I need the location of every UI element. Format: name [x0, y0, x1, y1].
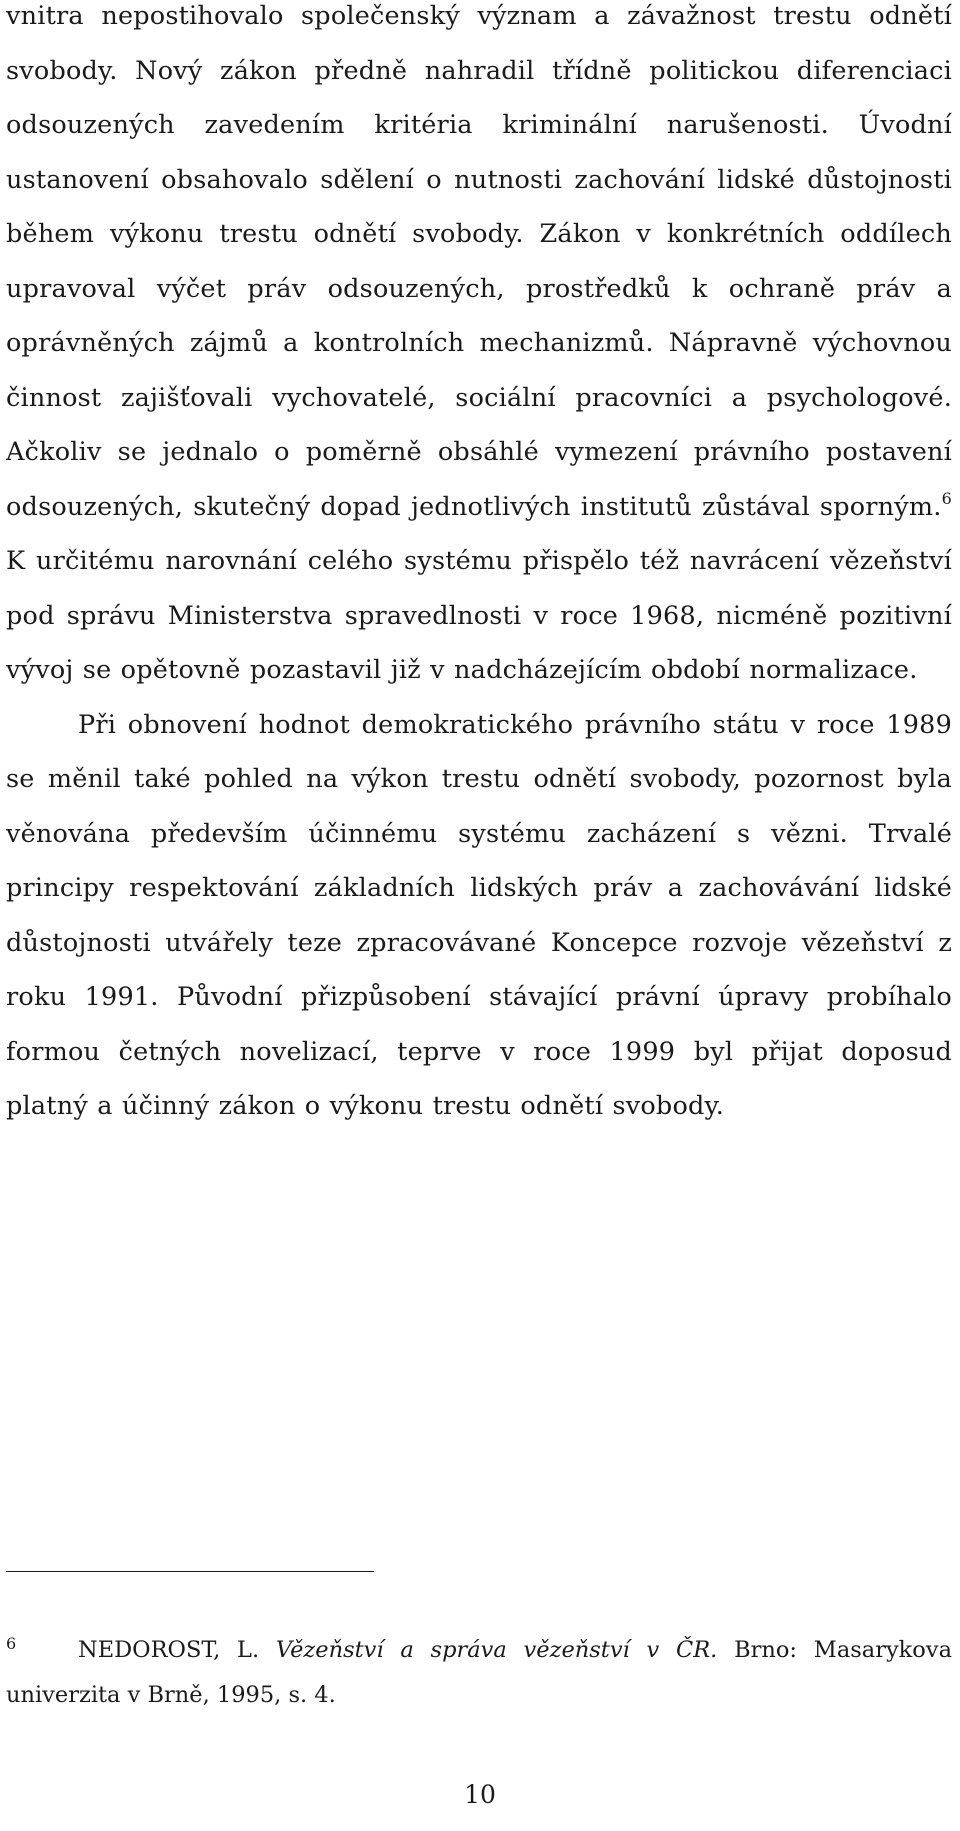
paragraph: [6, 0, 952, 698]
page-number: 10: [464, 1780, 496, 1809]
paragraph-text: K určitému narovnání celého systému přispělo též navrácení vězeňství pod správu Ministerstva spravedlnosti v roce 1968, nicméně pozitivní vývoj se opětovně pozastavil již v nadcházejícím období normalizace.: [6, 546, 952, 685]
footnote-publication: Brno: Masarykova univerzita v Brně, 1995, s. 4.: [6, 1637, 952, 1708]
footnote-author: NEDOROST, L.: [78, 1637, 276, 1663]
paragraph: [6, 698, 952, 1134]
footnote: 6 NEDOROST, L. Vězeňství a správa vězeňství v ČR. Brno: Masarykova univerzita v Brně, 1995, s. 4.: [6, 1634, 952, 1708]
footnote-separator: [6, 1571, 374, 1572]
footnote-reference: 6: [941, 488, 952, 508]
footnote-title: Vězeňství a správa vězeňství v ČR.: [275, 1637, 718, 1663]
body-text: [6, 0, 952, 1134]
paragraph-text: Při obnovení hodnot demokratického právního státu v roce 1989 se měnil také pohled na výkon trestu odnětí svobody, pozornost byla věnována především účinnému systému zacházení s vězni. Trvalé principy respektování základních lidských práv a zachovávání lidské důstojnosti utvářely teze zpracovávané Koncepce rozvoje vězeňství z roku 1991. Původní přizpůsobení stávající právní úpravy probíhalo formou četných novelizací, teprve v roce 1999 byl přijat doposud platný a účinný zákon o výkonu trestu odnětí svobody.: [6, 709, 952, 1121]
paragraph-text: vnitra nepostihovalo společenský význam a závažnost trestu odnětí svobody. Nový zákon předně nahradil třídně politickou diferenciaci odsouzených zavedením kritéria kriminální narušenosti. Úvodní ustanovení obsahovalo sdělení o nutnosti zachování lidské důstojnosti během výkonu trestu odnětí svobody. Zákon v konkrétních oddílech upravoval výčet práv odsouzených, prostředků k ochraně práv a oprávněných zájmů a kontrolních mechanizmů. Nápravně výchovnou činnost zajišťovali vychovatelé, sociální pracovníci a psychologové. Ačkoliv se jednalo o poměrně obsáhlé vymezení právního postavení odsouzených, skutečný dopad jednotlivých institutů zůstával sporným.: [6, 1, 952, 522]
